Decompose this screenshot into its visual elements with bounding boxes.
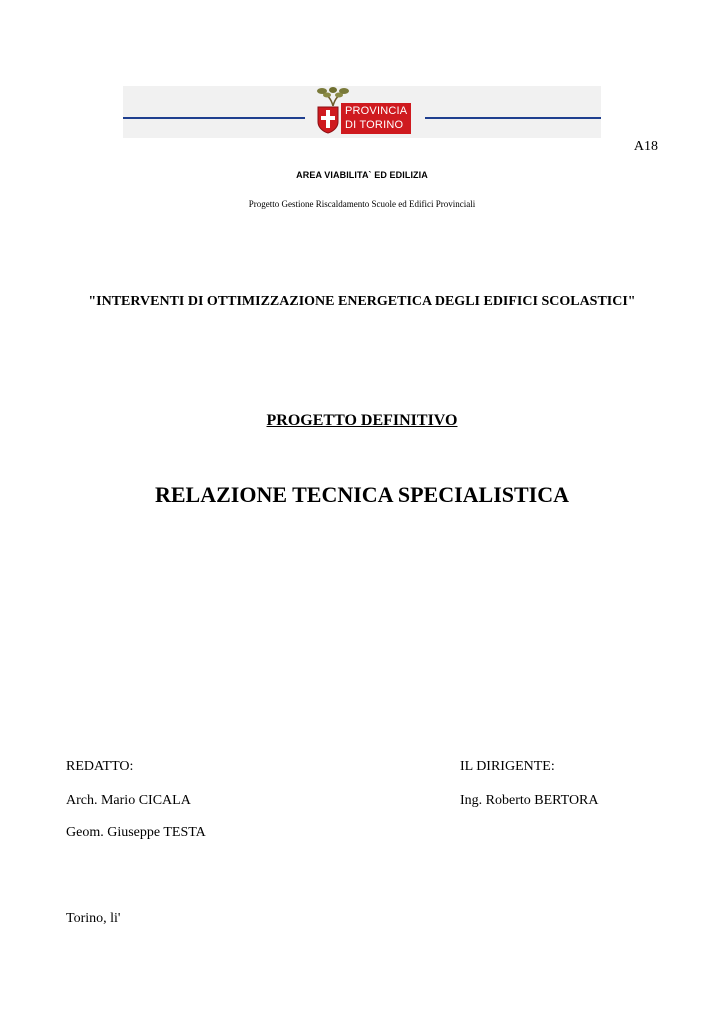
provincia-logo bbox=[313, 86, 413, 138]
interventi-title: "INTERVENTI DI OTTIMIZZAZIONE ENERGETICA DEGLI EDIFICI SCOLASTICI" bbox=[88, 294, 636, 309]
place-date: Torino, li' bbox=[66, 911, 121, 926]
document-code: A18 bbox=[633, 139, 658, 154]
logo-wordmark bbox=[341, 103, 411, 134]
header-rule-left bbox=[123, 117, 305, 119]
document-title: RELAZIONE TECNICA SPECIALISTICA bbox=[154, 482, 570, 507]
redatto-label: REDATTO: bbox=[66, 759, 134, 774]
progetto-heading: PROGETTO DEFINITIVO bbox=[266, 412, 458, 429]
project-subtitle: Progetto Gestione Riscaldamento Scuole ed Edifici Provinciali bbox=[248, 199, 476, 209]
area-title: AREA VIABILITA` ED EDILIZIA bbox=[296, 170, 428, 180]
redatto-name-2: Geom. Giuseppe TESTA bbox=[66, 825, 206, 840]
logo-line-1: PROVINCIA bbox=[345, 105, 408, 117]
dirigente-label: IL DIRIGENTE: bbox=[460, 759, 555, 774]
header-rule-right bbox=[425, 117, 601, 119]
dirigente-name: Ing. Roberto BERTORA bbox=[460, 793, 599, 808]
provincia-di-torino-emblem-icon bbox=[317, 106, 339, 134]
redatto-name-1: Arch. Mario CICALA bbox=[66, 793, 191, 808]
logo-line-2: DI TORINO bbox=[345, 119, 404, 131]
